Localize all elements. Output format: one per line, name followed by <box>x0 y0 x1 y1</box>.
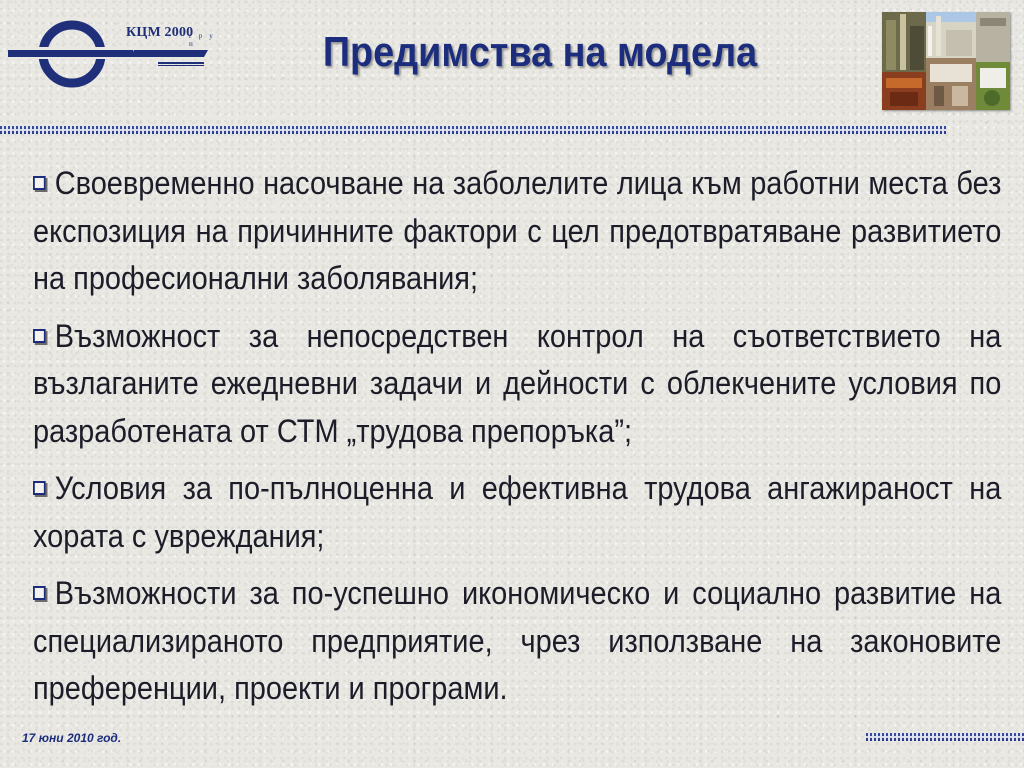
logo-subtext: г р у п <box>189 32 216 48</box>
checkbox-bullet-icon <box>33 586 46 600</box>
list-item-text: Възможности за по-успешно икономическо и социално развитие на специализираното предприятие, чрез използване на законовите преференции, проекти и програми. <box>33 575 1002 706</box>
factory-photo-icon <box>882 12 1010 110</box>
company-logo <box>8 18 218 88</box>
list-item-text: Възможност за непосредствен контрол на съответствието на възлаганите ежедневни задачи и дейности с облекчените условия по разработената от СТМ „трудова препоръка”; <box>33 317 1002 449</box>
list-item <box>33 160 1001 303</box>
list-item <box>33 465 1001 560</box>
factory-photo-collage <box>882 12 1010 110</box>
list-item-text: Условия за по-пълноценна и ефективна трудова ангажираност на хората с увреждания; <box>33 470 1002 554</box>
header-divider <box>0 126 946 134</box>
list-item <box>33 313 1001 456</box>
benefits-list <box>33 160 1001 723</box>
list-item <box>33 570 1001 713</box>
checkbox-bullet-icon <box>33 176 46 190</box>
logo-text: КЦМ 2000 <box>126 25 194 40</box>
footer-divider <box>866 733 1024 741</box>
page-title: Предимства на модела <box>322 28 758 75</box>
checkbox-bullet-icon <box>33 481 46 495</box>
footer-date: 17 юни 2010 год. <box>22 731 122 745</box>
checkbox-bullet-icon <box>33 329 46 343</box>
list-item-text: Своевременно насочване на заболелите лица към работни места без експозиция на причинните фактори с цел предотвратяване развитието на професионални заболявания; <box>33 165 1002 296</box>
